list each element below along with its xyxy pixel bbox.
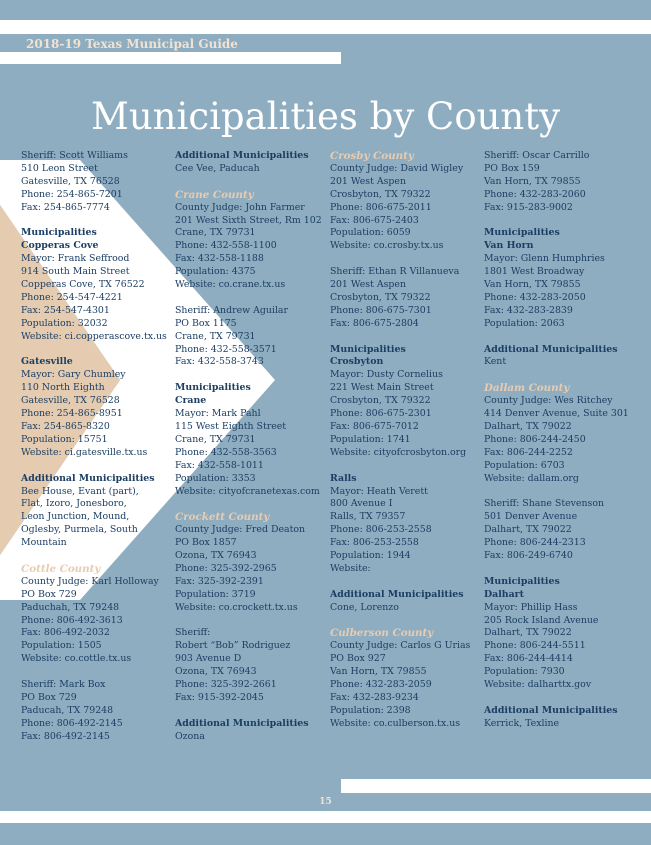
entry-line: Population: 2063: [484, 317, 565, 329]
directory-entry: [21, 227, 173, 343]
entry-line: PO Box 729: [21, 588, 77, 600]
entry-line: Fax: 806-492-2032: [21, 627, 110, 639]
entry-line: Fax: 806-492-2145: [21, 730, 110, 742]
entry-line: Phone: 432-283-2060: [484, 188, 586, 200]
entry-line: County Judge: Carlos G Urias: [330, 640, 471, 652]
entry-line: Mayor: Heath Verett: [330, 485, 428, 497]
entry-line: Phone: 325-392-2965: [175, 562, 277, 574]
entry-line: Phone: 806-244-5511: [484, 640, 586, 652]
entry-heading: Additional Municipalities: [175, 717, 309, 729]
entry-line: 110 North Eighth: [21, 382, 105, 394]
entry-line: Fax: 432-558-3743: [175, 356, 264, 368]
entry-line: 914 South Main Street: [21, 266, 130, 278]
directory-entry: [330, 344, 482, 460]
entry-line: Population: 1741: [330, 433, 411, 445]
entry-line: Population: 1505: [21, 640, 102, 652]
entry-line: Fax: 432-558-1188: [175, 253, 264, 265]
entry-line: Fax: 806-675-2403: [330, 214, 419, 226]
entry-line: Phone: 432-558-3563: [175, 446, 277, 458]
entry-line: Ralls, TX 79357: [330, 511, 406, 523]
county-name: Crane County: [175, 188, 254, 201]
county-name: Crosby County: [330, 150, 414, 162]
entry-heading: Municipalities: [484, 227, 560, 239]
entry-line: Website: co.crockett.tx.us: [175, 601, 298, 613]
entry-line: 414 Denver Avenue, Suite 301: [484, 408, 629, 420]
entry-line: Cone, Lorenzo: [330, 601, 399, 613]
entry-line: Population: 32032: [21, 317, 108, 329]
entry-heading: Additional Municipalities: [21, 472, 155, 484]
directory-entry: [484, 498, 636, 563]
directory-entry: [175, 718, 327, 744]
entry-heading: Additional Municipalities: [330, 588, 464, 600]
entry-line: 201 West Aspen: [330, 175, 407, 187]
entry-line: Mayor: Frank Seffrood: [21, 253, 130, 265]
entry-line: Mayor: Mark Pahl: [175, 408, 261, 420]
entry-line: 221 West Main Street: [330, 382, 434, 394]
directory-entry: [330, 589, 482, 615]
entry-line: PO Box 927: [330, 653, 386, 665]
directory-entry: [484, 227, 636, 330]
entry-line: Phone: 254-865-8951: [21, 408, 123, 420]
entry-line: PO Box 1175: [175, 317, 237, 329]
directory-entry: [484, 382, 636, 485]
entry-line: Website: ci.copperascove.tx.us: [21, 330, 167, 342]
entry-line: Phone: 432-558-1100: [175, 240, 277, 252]
directory-entry: [330, 473, 482, 576]
entry-line: Website: dallam.org: [484, 472, 579, 484]
entry-line: Website: co.crosby.tx.us: [330, 240, 444, 252]
entry-line: Fax: 806-675-7012: [330, 421, 419, 432]
county-name: Dallam County: [484, 382, 570, 395]
entry-heading: Crane: [175, 395, 207, 407]
entry-line: Crane, TX 79731: [175, 227, 256, 239]
entry-line: Phone: 806-253-2558: [330, 524, 432, 536]
entry-line: County Judge: David Wigley: [330, 162, 464, 174]
entry-line: Robert “Bob” Rodriguez: [175, 640, 291, 652]
entry-line: Population: 3353: [175, 472, 256, 484]
entry-line: Crosbyton, TX 79322: [330, 395, 431, 407]
entry-heading: Municipalities: [21, 227, 97, 239]
entry-line: Phone: 806-675-7301: [330, 304, 432, 316]
entry-line: County Judge: John Farmer: [175, 201, 305, 213]
entry-line: Population: 6059: [330, 227, 411, 239]
entry-line: Fax: 806-244-4414: [484, 653, 573, 665]
directory-entry: [21, 563, 173, 666]
column-3: [330, 150, 482, 744]
entry-line: Ozona: [175, 730, 205, 742]
directory-entry: [175, 382, 327, 498]
entry-line: Fax: 254-865-7774: [21, 201, 110, 213]
entry-line: County Judge: Karl Holloway: [21, 575, 159, 587]
column-4: [484, 150, 636, 744]
entry-line: Dalhart, TX 79022: [484, 420, 572, 432]
directory-entry: [484, 705, 636, 731]
entry-line: Phone: 806-492-3613: [21, 614, 123, 626]
entry-line: Phone: 325-392-2661: [175, 679, 277, 691]
directory-entry: [175, 305, 327, 370]
entry-line: Fax: 915-283-9002: [484, 201, 573, 213]
entry-line: Fax: 806-249-6740: [484, 550, 573, 562]
entry-line: 115 West Eighth Street: [175, 420, 287, 432]
entry-line: Website: cityofcranetexas.com: [175, 485, 320, 497]
directory-entry: [21, 356, 173, 459]
county-name: Cottle County: [21, 562, 101, 575]
directory-entry: [175, 150, 327, 176]
entry-line: Sheriff: Oscar Carrillo: [484, 150, 590, 161]
entry-line: Van Horn, TX 79855: [484, 279, 581, 291]
entry-heading: Municipalities: [175, 382, 251, 394]
entry-line: Phone: 806-675-2301: [330, 408, 432, 420]
entry-line: Oglesby, Purmela, South: [21, 524, 138, 536]
entry-line: Website: co.culberson.tx.us: [330, 717, 461, 729]
entry-line: Fax: 806-244-2252: [484, 446, 573, 458]
entry-line: Fax: 432-283-9234: [330, 691, 419, 703]
directory-entry: [484, 576, 636, 692]
bottom-white-bar-short: [341, 779, 651, 793]
entry-line: Fax: 254-547-4301: [21, 304, 110, 316]
entry-line: Phone: 254-547-4221: [21, 291, 123, 303]
entry-line: Mountain: [21, 537, 67, 549]
entry-line: Phone: 432-558-3571: [175, 343, 277, 355]
entry-line: Phone: 806-244-2313: [484, 537, 586, 549]
entry-line: Phone: 432-283-2059: [330, 679, 432, 691]
entry-line: Sheriff: Mark Box: [21, 679, 106, 691]
entry-heading: Municipalities: [484, 575, 560, 587]
entry-heading: Crosbyton: [330, 356, 384, 368]
entry-line: Mayor: Phillip Hass: [484, 601, 578, 613]
entry-heading: Gatesville: [21, 356, 73, 368]
entry-line: 1801 West Broadway: [484, 266, 585, 278]
entry-line: Mayor: Glenn Humphries: [484, 253, 605, 265]
entry-line: County Judge: Fred Deaton: [175, 524, 306, 536]
entry-heading: Copperas Cove: [21, 240, 99, 252]
entry-line: Population: 7930: [484, 666, 565, 678]
entry-line: Sheriff: Andrew Aguilar: [175, 304, 289, 316]
entry-line: Dalhart, TX 79022: [484, 627, 572, 639]
entry-line: Phone: 432-283-2050: [484, 291, 586, 303]
entry-line: Population: 15751: [21, 433, 108, 445]
entry-line: Fax: 432-283-2839: [484, 304, 573, 316]
guide-title: 2018-19 Texas Municipal Guide: [26, 37, 238, 51]
entry-line: Crosbyton, TX 79322: [330, 291, 431, 303]
entry-line: Sheriff: Ethan R Villanueva: [330, 266, 460, 278]
entry-line: 501 Denver Avenue: [484, 511, 578, 523]
entry-line: Population: 3719: [175, 588, 256, 600]
entry-heading: Ralls: [330, 472, 357, 484]
entry-line: Mayor: Dusty Cornelius: [330, 369, 443, 381]
entry-line: Phone: 806-675-2011: [330, 201, 432, 213]
entry-line: PO Box 159: [484, 162, 540, 174]
directory-entry: [484, 344, 636, 370]
subheader-white-bar: [0, 52, 341, 64]
entry-line: Paduchah, TX 79248: [21, 601, 120, 613]
entry-heading: Additional Municipalities: [175, 150, 309, 161]
entry-line: Fax: 806-253-2558: [330, 537, 419, 549]
directory-entry: [175, 189, 327, 292]
entry-line: Phone: 806-492-2145: [21, 717, 123, 729]
entry-line: Ozona, TX 76943: [175, 550, 257, 562]
entry-line: 800 Avenue I: [330, 498, 393, 510]
entry-line: Van Horn, TX 79855: [330, 666, 427, 678]
entry-line: Van Horn, TX 79855: [484, 175, 581, 187]
entry-line: Population: 4375: [175, 266, 256, 278]
entry-line: Website: dalharttx.gov: [484, 679, 592, 691]
entry-line: Kent: [484, 356, 507, 368]
entry-line: Fax: 915-392-2045: [175, 691, 264, 703]
entry-line: Phone: 806-244-2450: [484, 433, 586, 445]
entry-line: Fax: 806-675-2804: [330, 317, 419, 329]
directory-entry: [175, 627, 327, 704]
entry-line: Fax: 254-865-8320: [21, 421, 110, 432]
entry-heading: Dalhart: [484, 588, 524, 600]
entry-line: Copperas Cove, TX 76522: [21, 279, 145, 291]
directory-entry: [175, 511, 327, 614]
directory-entry: [21, 679, 173, 744]
entry-line: Fax: 325-392-2391: [175, 575, 264, 587]
entry-line: Sheriff: Shane Stevenson: [484, 498, 605, 510]
entry-line: County Judge: Wes Ritchey: [484, 395, 613, 407]
column-2: [175, 150, 327, 756]
entry-line: 201 West Sixth Street, Rm 102: [175, 214, 322, 226]
column-1: [21, 150, 173, 757]
entry-line: Crosbyton, TX 79322: [330, 188, 431, 200]
entry-line: Website:: [330, 562, 371, 574]
entry-line: PO Box 1857: [175, 537, 237, 549]
entry-heading: Van Horn: [484, 240, 534, 252]
directory-entry: [330, 150, 482, 253]
entry-line: 903 Avenue D: [175, 653, 242, 665]
entry-line: 510 Leon Street: [21, 162, 98, 174]
entry-line: Sheriff:: [175, 627, 211, 639]
bottom-white-bar: [0, 811, 651, 823]
county-name: Culberson County: [330, 627, 434, 640]
entry-heading: Additional Municipalities: [484, 343, 618, 355]
county-name: Crockett County: [175, 511, 270, 524]
entry-heading: Additional Municipalities: [484, 704, 618, 716]
entry-line: Population: 2398: [330, 704, 411, 716]
entry-line: Cee Vee, Paducah: [175, 162, 260, 174]
directory-entry: [21, 473, 173, 550]
entry-line: Leon Junction, Mound,: [21, 511, 130, 523]
entry-line: Kerrick, Texline: [484, 717, 560, 729]
entry-line: Phone: 254-865-7201: [21, 188, 123, 200]
entry-line: Gatesville, TX 76528: [21, 395, 120, 407]
entry-line: PO Box 729: [21, 691, 77, 703]
entry-line: Sheriff: Scott Williams: [21, 150, 128, 161]
entry-line: Website: cityofcrosbyton.org: [330, 446, 467, 458]
entry-line: Crane, TX 79731: [175, 330, 256, 342]
directory-entry: [330, 266, 482, 331]
entry-line: Population: 6703: [484, 459, 565, 471]
entry-line: Dalhart, TX 79022: [484, 524, 572, 536]
entry-line: Website: co.cottle.tx.us: [21, 653, 132, 665]
entry-line: Population: 1944: [330, 550, 411, 562]
entry-line: Ozona, TX 76943: [175, 666, 257, 678]
entry-line: Bee House, Evant (part),: [21, 485, 139, 497]
entry-line: 205 Rock Island Avenue: [484, 614, 599, 626]
entry-line: 201 West Aspen: [330, 279, 407, 291]
entry-line: Mayor: Gary Chumley: [21, 369, 126, 381]
entry-line: Crane, TX 79731: [175, 433, 256, 445]
entry-line: Fax: 432-558-1011: [175, 459, 264, 471]
entry-line: Paducah, TX 79248: [21, 704, 114, 716]
entry-heading: Municipalities: [330, 343, 406, 355]
page-number: 15: [319, 797, 332, 807]
entry-line: Website: co.crane.tx.us: [175, 279, 286, 291]
directory-entry: [484, 150, 636, 215]
directory-entry: [21, 150, 173, 215]
entry-line: Website: ci.gatesville.tx.us: [21, 446, 148, 458]
entry-line: Flat, Izoro, Jonesboro,: [21, 498, 127, 510]
entry-line: Gatesville, TX 76528: [21, 175, 120, 187]
top-white-bar: [0, 20, 651, 34]
page-title: Municipalities by County: [90, 95, 561, 138]
directory-entry: [330, 627, 482, 730]
